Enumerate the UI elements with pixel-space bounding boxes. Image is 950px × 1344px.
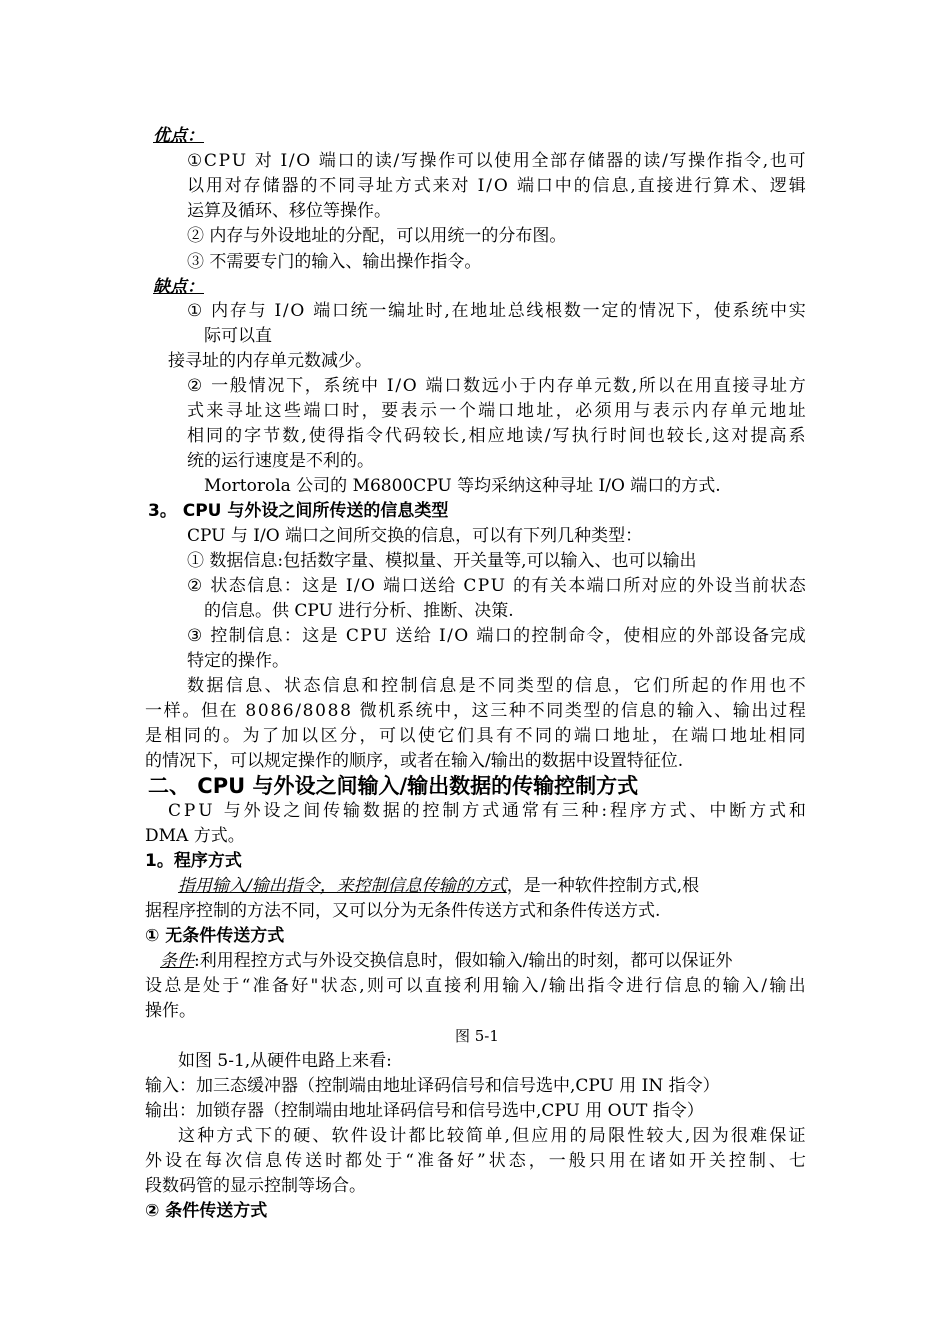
adv-item-1-line-2: 以 用 对 存 储 器 的 不 同 寻 址 方 式 来 对 I / O 端 口 中 的 信 息 , 直 接 进 行 算 术 、 逻 辑 <box>187 176 806 196</box>
condition-text: :利用程控方式与外设交换信息时，假如输入/输出的时刻，都可以保证外 <box>194 951 733 971</box>
program-mode-title: 1。程序方式 <box>145 851 242 871</box>
adv-item-3: ③ 不需要专门的输入、输出操作指令。 <box>187 252 482 272</box>
disadv-note: Mortorola 公司的 M6800CPU 等均采纳这种寻址 I/O 端口的方式. <box>204 476 721 496</box>
info-type-status-line-2: 的信息。供 CPU 进行分析、推断、决策. <box>204 601 514 621</box>
disadv-item-2-line-4: 统的运行速度是不利的。 <box>187 451 374 471</box>
condition-label: 条件 <box>160 951 194 971</box>
program-mode-line-2: 据程序控制的方法不同，又可以分为无条件传送方式和条件传送方式. <box>145 901 661 921</box>
section-two-intro-line-1: C P U 与 外 设 之 间 传 输 数 据 的 控 制 方 式 通 常 有 三 种 : 程 序 方 式 、 中 断 方 式 和 <box>168 801 806 821</box>
adv-item-1-line-3: 运算及循环、移位等操作。 <box>187 201 391 221</box>
output-description: 输出：加锁存器（控制端由地址译码信号和信号选中,CPU 用 OUT 指令） <box>145 1101 704 1121</box>
adv-item-2: ② 内存与外设地址的分配，可以用统一的分布图。 <box>187 226 567 246</box>
advantages-label: 优点： <box>153 126 204 146</box>
condition-line-1 <box>160 949 806 973</box>
program-mode-definition <box>178 874 699 898</box>
section-3-title: 3。 CPU 与外设之间所传送的信息类型 <box>148 501 449 521</box>
disadv-item-2-line-3: 相 同 的 字 节 数 , 使 得 指 令 代 码 较 长 , 相 应 地 读 / 写 执 行 时 间 也 较 长 , 这 对 提 高 系 <box>187 426 806 446</box>
program-mode-definition-rest: ，是一种软件控制方式,根 <box>506 876 700 896</box>
figure-caption: 图 5-1 <box>455 1027 499 1045</box>
disadv-item-2-line-2: 式 来 寻 址 这 些 端 口 时 ， 要 表 示 一 个 端 口 地 址 ， 必 须 用 与 表 示 内 存 单 元 地 址 <box>187 401 806 421</box>
adv-item-1-line-1: ① C P U 对 I / O 端 口 的 读 / 写 操 作 可 以 使 用 全 部 存 储 器 的 读 / 写 操 作 指 令 , 也 可 <box>187 151 806 171</box>
section-3-intro: CPU 与 I/O 端口之间所交换的信息，可以有下列几种类型： <box>187 526 643 546</box>
disadvantages-label: 缺点： <box>153 277 204 297</box>
section-two-intro-line-2: DMA 方式。 <box>145 826 245 846</box>
section-3-para-line-4: 的情况下，可以规定操作的顺序，或者在输入/输出的数据中设置特征位. <box>145 751 684 771</box>
summary-line-3: 段数码管的显示控制等场合。 <box>145 1176 366 1196</box>
disadv-item-2-line-1: ② 一 般 情 况 下 ， 系 统 中 I / O 端 口 数 远 小 于 内 存 单 元 数 , 所 以 在 用 直 接 寻 址 方 <box>187 376 806 396</box>
summary-line-1: 这 种 方 式 下 的 硬 、 软 件 设 计 都 比 较 简 单 , 但 应 用 的 局 限 性 较 大 , 因 为 很 难 保 证 <box>178 1126 806 1146</box>
disadv-item-1-line-1: ① 内 存 与 I / O 端 口 统 一 编 址 时 , 在 地 址 总 线 根 数 一 定 的 情 况 下 ， 使 系 统 中 实 <box>187 301 806 321</box>
disadv-item-1-line-2: 际可以直 <box>204 326 272 346</box>
section-3-para-line-3: 是 相 同 的 。 为 了 加 以 区 分 ， 可 以 使 它 们 具 有 不 同 的 端 口 地 址 ， 在 端 口 地 址 相 同 <box>145 726 806 746</box>
section-3-para-line-2: 一 样 。 但 在 8 0 8 6 / 8 0 8 8 微 机 系 统 中 ， 这 三 种 不 同 类 型 的 信 息 的 输 入 、 输 出 过 程 <box>145 701 806 721</box>
hardware-intro: 如图 5-1,从硬件电路上来看: <box>178 1051 392 1071</box>
program-mode-definition-underlined: 指用输入/输出指令，来控制信息传输的方式 <box>178 876 507 896</box>
input-description: 输入：加三态缓冲器（控制端由地址译码信号和信号选中,CPU 用 IN 指令） <box>145 1076 720 1096</box>
summary-line-2: 外 设 在 每 次 信 息 传 送 时 都 处 于 “ 准 备 好 ” 状 态 ， 一 般 只 用 在 诸 如 开 关 控 制 、 七 <box>145 1151 806 1171</box>
unconditional-transfer-title: ① 无条件传送方式 <box>145 926 285 946</box>
conditional-transfer-title: ② 条件传送方式 <box>145 1201 268 1221</box>
condition-line-2: 设 总 是 处 于 “ 准 备 好 " 状 态 , 则 可 以 直 接 利 用 输 入 / 输 出 指 令 进 行 信 息 的 输 入 / 输 出 <box>145 976 806 996</box>
info-type-control-line-1: ③ 控 制 信 息 ： 这 是 C P U 送 给 I / O 端 口 的 控 制 命 令 ， 使 相 应 的 外 部 设 备 完 成 <box>187 626 806 646</box>
info-type-control-line-2: 特定的操作。 <box>187 651 289 671</box>
disadv-item-1-line-3: 接寻址的内存单元数减少。 <box>168 351 372 371</box>
info-type-status-line-1: ② 状 态 信 息 ： 这 是 I / O 端 口 送 给 C P U 的 有 关 本 端 口 所 对 应 的 外 设 当 前 状 态 <box>187 576 806 596</box>
section-3-para-line-1: 数 据 信 息 、 状 态 信 息 和 控 制 信 息 是 不 同 类 型 的 信 息 ， 它 们 所 起 的 作 用 也 不 <box>187 676 806 696</box>
condition-line-3: 操作。 <box>145 1001 196 1021</box>
info-type-data: ① 数据信息:包括数字量、模拟量、开关量等,可以输入、也可以输出 <box>187 551 697 571</box>
section-two-title: 二、 CPU 与外设之间输入/输出数据的传输控制方式 <box>148 774 639 798</box>
